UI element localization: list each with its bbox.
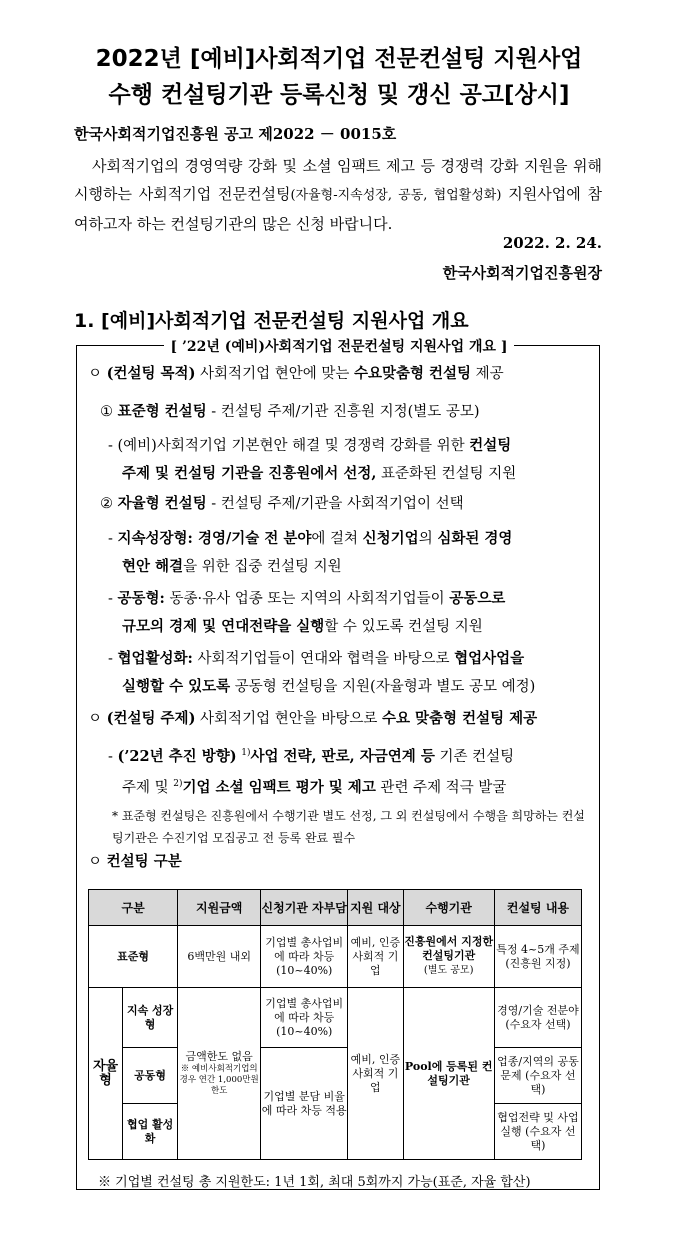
th-agency: 수행기관 — [403, 890, 494, 926]
cell-auto-agency: Pool에 등록된 컨설팅기관 — [403, 988, 494, 1160]
th-copay: 신청기관 자부담 — [261, 890, 348, 926]
cell-content-joint: 업종/지역의 공동 문제 (수요자 선택) — [494, 1048, 581, 1104]
notice-number: 한국사회적기업진흥원 공고 제2022 － 0015호 — [74, 125, 397, 143]
note-standard: * 표준형 컨설팅은 진흥원에서 수행기관 별도 선정, 그 외 컨설팅에서 수행을 희망하는 컨설팅기관은 수진기업 모집공고 전 등록 완료 필수 — [112, 809, 585, 845]
th-type: 구분 — [89, 890, 178, 926]
topic-detail: - (’22년 추진 방향) $^{1)}$사업 전략, 판로, 자금연계 등 기존 컨설팅 주제 및 $^{2)}$기업 소셜 임팩트 평가 및 제고 관련 주제 적극 발굴 — [108, 747, 515, 796]
cell-standard-target: 예비, 인증 사회적 기업 — [348, 926, 403, 988]
cell-auto-target: 예비, 인증 사회적 기업 — [348, 988, 403, 1160]
cell-auto-amount: 금액한도 없음 ※ 예비사회적기업의 경우 연간 1,000만원 한도 — [178, 988, 261, 1160]
topic-line: ㅇ (컨설팅 주제) 사회적기업 현안을 바탕으로 수요 맞춤형 컨설팅 제공 — [88, 710, 538, 727]
cell-content-sustainable: 경영/기술 전분야 (수요자 선택) — [494, 988, 581, 1048]
table-row-standard — [89, 926, 582, 988]
purpose-line: ㅇ (컨설팅 목적) 사회적기업 현안에 맞는 수요맞춤형 컨설팅 제공 — [88, 365, 504, 382]
cell-standard-agency: 진흥원에서 지정한 컨설팅기관 (별도 공모) — [403, 926, 494, 988]
cell-sub-sustainable: 지속 성장형 — [123, 988, 178, 1048]
th-target: 지원 대상 — [348, 890, 403, 926]
section1-heading: 1. [예비]사회적기업 전문컨설팅 지원사업 개요 — [74, 310, 469, 332]
doc-title-line1: 2022년 [예비]사회적기업 전문컨설팅 지원사업 — [95, 46, 583, 72]
cell-standard-copay: 기업별 총사업비에 따라 차등 (10~40%) — [261, 926, 348, 988]
auto-type-joint: - 공동형: 동종·유사 업종 또는 지역의 사회적기업들이 공동으로 규모의 경제 및 연대전략을 실행할 수 있도록 컨설팅 지원 — [108, 590, 506, 635]
cell-standard-content: 특정 4~5개 주제 (진흥원 지정) — [494, 926, 581, 988]
cell-sub-collab: 협업 활성화 — [123, 1104, 178, 1160]
table-row-auto-joint — [89, 1048, 582, 1104]
intro-text2: 지원사업에 참여하고자 하는 컨설팅기관의 많은 신청 바랍니다. — [74, 185, 602, 233]
th-content: 컨설팅 내용 — [494, 890, 581, 926]
cell-standard-amount: 6백만원 내외 — [178, 926, 261, 988]
signer: 한국사회적기업진흥원장 — [442, 264, 602, 282]
cell-auto-copay1: 기업별 총사업비에 따라 차등 (10~40%) — [261, 988, 348, 1048]
standard-consulting-line: ① 표준형 컨설팅 - 컨설팅 주제/기관 진흥원 지정(별도 공모) — [100, 403, 480, 420]
cell-standard-type: 표준형 — [89, 926, 178, 988]
intro-text1: 사회적기업의 경영역량 강화 및 소셜 임팩트 제고 등 경쟁력 강화 지원을 위해 시행하는 사회적기업 전문컨설팅 — [74, 157, 602, 203]
doc-title-line2: 수행 컨설팅기관 등록신청 및 갱신 공고[상시] — [108, 82, 570, 108]
cell-auto-label: 자율형 — [89, 988, 123, 1160]
auto-type-sustainable: - 지속성장형: 경영/기술 전 분야에 걸쳐 신청기업의 심화된 경영 현안 해결을 위한 집중 컨설팅 지원 — [108, 530, 513, 575]
division-line: ㅇ 컨설팅 구분 — [88, 853, 182, 870]
auto-type-collaboration: - 협업활성화: 사회적기업들이 연대와 협력을 바탕으로 협업사업을 실행할 수 있도록 공동형 컨설팅을 지원(자율형과 별도 공모 예정) — [108, 650, 536, 695]
intro-paragraph — [74, 152, 602, 238]
intro-aside: (자율형-지속성장, 공동, 협업활성화) — [290, 188, 502, 203]
notice-date: 2022. 2. 24. — [502, 234, 602, 252]
th-amount: 지원금액 — [178, 890, 261, 926]
table-row-auto-sustainable — [89, 988, 582, 1048]
standard-consulting-detail: - (예비)사회적기업 기본현안 해결 및 경쟁력 강화를 위한 컨설팅 주제 및 컨설팅 기관을 진흥원에서 선정, 표준화된 컨설팅 지원 — [108, 437, 517, 482]
footnote-limit: ※ 기업별 컨설팅 총 지원한도: 1년 1회, 최대 5회까지 가능(표준, 자율 합산) — [98, 1175, 531, 1190]
autonomous-consulting-line: ② 자율형 컨설팅 - 컨설팅 주제/기관을 사회적기업이 선택 — [100, 495, 464, 512]
consulting-type-table — [88, 889, 582, 1160]
cell-content-collab: 협업전략 및 사업 실행 (수요자 선택) — [494, 1104, 581, 1160]
overview-box-title: [ ’22년 (예비)사회적기업 전문컨설팅 지원사업 개요 ] — [0, 336, 678, 356]
cell-sub-joint: 공동형 — [123, 1048, 178, 1104]
cell-auto-copay2: 기업별 분담 비율에 따라 차등 적용 — [261, 1048, 348, 1160]
table-header-row — [89, 890, 582, 926]
